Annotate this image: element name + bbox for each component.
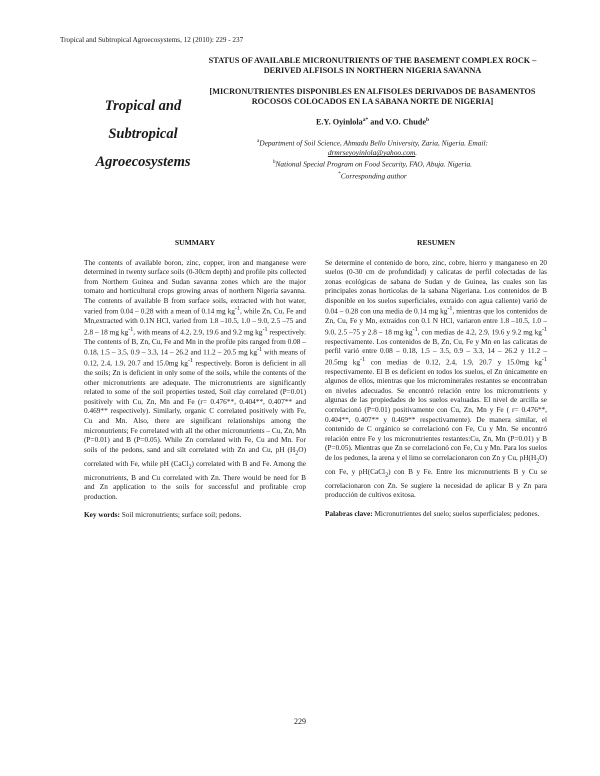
resumen-text-4: respectivamente. Los contenidos de B, Zn, Cu, Fe y Mn en las calicatas de perfil varió entre 0.08 – 0.18, 1.5 – 3.5, 0.9 – 3.3, 14 – 26.2 y 11.2 – 20.5mg kg bbox=[325, 336, 547, 367]
resumen-text-1: Se determine el contenido de boro, zinc, cobre, hierro y manganeso en 20 suelos (0-30 cm de profundidad) y calicatas de perfil colectadas de las zonas ecológicas de sabana de Sudan y de Guinea, las cuales son las principales zonas horticolas de la sabana Nigeriana. Los contenidos de B disponible en los suelos superficiales, extraido con agua caliente) varió de 0.04 – 0.28 con una media de 0.14 mg kg bbox=[325, 257, 547, 316]
subscript-2: 2 bbox=[385, 472, 389, 479]
author-1-mark: a* bbox=[362, 117, 369, 124]
author-1: E.Y. Oyinlola bbox=[315, 117, 363, 127]
running-head: Tropical and Subtropical Agroecosystems, 12 (2010): 229 - 237 bbox=[60, 36, 244, 44]
resumen-text-3: , con medias de 4.2, 2.9, 19.6 y 9.2 mg kg bbox=[417, 327, 542, 337]
corresponding-mark: * bbox=[338, 171, 341, 177]
affiliation-b-text: National Special Program on Food Security, FAO, Abuja. Nigeria. bbox=[275, 159, 473, 169]
affiliation-a-mark: a bbox=[257, 138, 260, 144]
unit-exponent: -1 bbox=[187, 358, 194, 365]
unit-exponent: -1 bbox=[234, 306, 240, 313]
subscript-2: 2 bbox=[536, 458, 540, 465]
author-2: V.O. Chude bbox=[385, 117, 426, 127]
keywords-text: Soil micronutrients; surface soil; pedons. bbox=[119, 510, 242, 520]
summary-text-5: with means of 0.12, 2.4, 1.9, 20.7 and 15.0mg kg bbox=[84, 347, 306, 368]
summary-text-1: The contents of available boron, zinc, copper, iron and manganese were determined in twenty surface soils (0-30cm depth) and profile pits collected from Northern Guinea and Sudan savanna zones which are the major tomato and horticultural crops growing areas of northern Nigeria savanna. The contents of available B from surface soils, extracted with hot water, varied from 0.04 – 0.28 with a mean of 0.14 mg kg bbox=[84, 257, 306, 316]
summary-text-2: , while Zn, Cu, Fe and Mn,extracted with 0.1N HCl, varied from 1.8 –10.5, 1.0 – 9.0, 2.5 –75 and 2.8 – 18 mg kg bbox=[84, 306, 306, 337]
resumen-heading: RESUMEN bbox=[417, 238, 455, 247]
article-title-spanish: [MICRONUTRIENTES DISPONIBLES EN ALFISOLES DERIVADOS DE BASAMENTOS ROCOSOS COLOCADOS EN LA SABANA NORTE DE NIGERIA] bbox=[209, 86, 536, 106]
article-title-english: STATUS OF AVAILABLE MICRONUTRIENTS OF THE BASEMENT COMPLEX ROCK – DERIVED ALFISOLS IN NORTHERN NIGERIA SAVANNA bbox=[208, 56, 537, 76]
resumen-text-8: ) con B y Fe. Entre los micronutrients B y Cu se correlacionaron con Zn. Se sugiere la necesidad de aplicar B y Zn para producción de cultivos exitosa. bbox=[325, 466, 547, 500]
email-line bbox=[205, 148, 540, 158]
corresponding-text: Corresponding author bbox=[340, 171, 407, 181]
unit-exponent: -1 bbox=[541, 326, 547, 333]
affiliations bbox=[205, 137, 540, 181]
author-email-link[interactable]: drmrseyoyinlola@yahoo.com bbox=[327, 148, 416, 158]
journal-name-line-1: Tropical and bbox=[104, 98, 182, 114]
summary-paragraph bbox=[84, 258, 306, 502]
resumen-keywords bbox=[325, 509, 547, 519]
page-number: 229 bbox=[294, 717, 306, 726]
author-line bbox=[205, 117, 540, 127]
unit-exponent: -1 bbox=[128, 326, 134, 333]
journal-name bbox=[78, 92, 208, 176]
affiliation-b-mark: b bbox=[272, 160, 276, 166]
affiliation-a-text: Department of Soil Science, Ahmadu Bello University, Zaria, Nigeria. Email: bbox=[259, 138, 488, 148]
summary-text-6: respectively. Boron is deficient in all the soils; Zn is deficient in only some of the soils, while the contents of the other micronutrients are adequate. The micronutrients are significantly related to some of the soil properties tested, Soil clay correlated (P=0.01) positively with Cu, Zn, Mn and Fe (r= 0.476**, 0.404**, 0.407** and 0.469** respectively). Similarly, organic C correlated positively with Fe, Cu and Mn. Also, there are significant relationships among the micronutrients; Fe correlated with all the other micronutrients – Cu, Zn, Mn (P=0.01) and B (P=0.05). While Zn correlated with Fe, Cu and Mn. For soils of the pedons, sand and silt correlated with Zn and Cu, pH (H bbox=[84, 358, 306, 454]
unit-exponent: -1 bbox=[262, 326, 268, 333]
summary-text-8: ) correlated with B and Fe. Among the micronutrients, B and Cu correlated with Zn. There would be need for B and Zn application to the soils for successful and profitable crop production. bbox=[84, 458, 306, 501]
unit-exponent: -1 bbox=[412, 326, 418, 333]
resumen-text-2: , mientras que los contenidos de Zn, Cu, Fe y Mn, extraidos con 0.1 N HCl, variaron entre 1.8 –10.5, 1.0 – 9.0, 2.5 –75 y 2.8 – 18 mg kg bbox=[325, 306, 547, 337]
summary-column bbox=[84, 238, 306, 520]
resumen-text-5: con medias de 0.12, 2.4, 1.9, 20.7 y 15.0mg kg bbox=[365, 357, 542, 367]
article-title-block bbox=[205, 56, 540, 181]
resumen-text-6: respectivamente. El B es deficient en todos los suelos, el Zn únicamente en algunos de ellos, mientras que los microminerales restantes se encontraban en niveles adecuados. Se encontró relación entre los micronutrients y algunas de las propiedades de los suelos evaluadas. El nivel de arcilla se correlacionó (P=0.01) positivamente con Cu, Zn, Mn y Fe ( r= 0.476**, 0.404**, 0.407** y 0.469** respectivamente). De manera similar, el contenido de C orgánico se correlacionó con Fe, Cu y Mn. Se encontró relación entre Fe y los micronutrientes restantes:Cu, Zn, Mn (P=0.01) y B (P=0.05). Mientras que Zn se correlacionó con Fe, Cu y Mn. Para los suelos de los pedones, la arena y el limo se correlacionaron con Zn y Cu, pH(H bbox=[325, 366, 547, 462]
unit-exponent: -1 bbox=[447, 306, 453, 313]
unit-exponent: -1 bbox=[360, 356, 366, 363]
subscript-2: 2 bbox=[295, 450, 299, 457]
unit-exponent: -1 bbox=[541, 356, 547, 363]
journal-name-line-3: Agroecosystems bbox=[95, 154, 191, 170]
keywords-label: Key words: bbox=[84, 510, 120, 520]
resumen-text-7: O) con Fe, y pH(CaCl bbox=[325, 452, 547, 476]
keywords-text: Micronutrientes del suelo; suelos superficiales; pedones. bbox=[372, 508, 540, 518]
unit-exponent: -1 bbox=[256, 347, 263, 354]
summary-text-7: O) correlated with Fe, while pH (CaCl bbox=[84, 444, 306, 468]
summary-text-3: , with means of 4.2, 2.9, 19.6 and 9.2 mg kg bbox=[133, 327, 263, 337]
summary-heading: SUMMARY bbox=[174, 238, 216, 247]
keywords-label: Palabras clave: bbox=[325, 508, 373, 518]
resumen-column bbox=[325, 238, 547, 518]
journal-name-line-2: Subtropical bbox=[108, 126, 178, 142]
summary-text-4: respectively. The contents of B, Zn, Cu, Fe and Mn in the profile pits ranged from 0.08 – 0.18, 1.5 – 3.5, 0.9 – 3.3, 14 – 26.2 and 11.2 – 20.5 mg kg bbox=[84, 327, 307, 357]
author-2-mark: b bbox=[425, 117, 430, 124]
author-conjunction: and bbox=[368, 117, 386, 127]
affiliation-a bbox=[205, 137, 540, 148]
corresponding-author-note bbox=[205, 170, 540, 181]
summary-keywords bbox=[84, 510, 306, 520]
subscript-2: 2 bbox=[188, 464, 192, 471]
email-period: . bbox=[415, 148, 418, 158]
resumen-paragraph bbox=[325, 258, 547, 500]
affiliation-b bbox=[205, 158, 540, 169]
